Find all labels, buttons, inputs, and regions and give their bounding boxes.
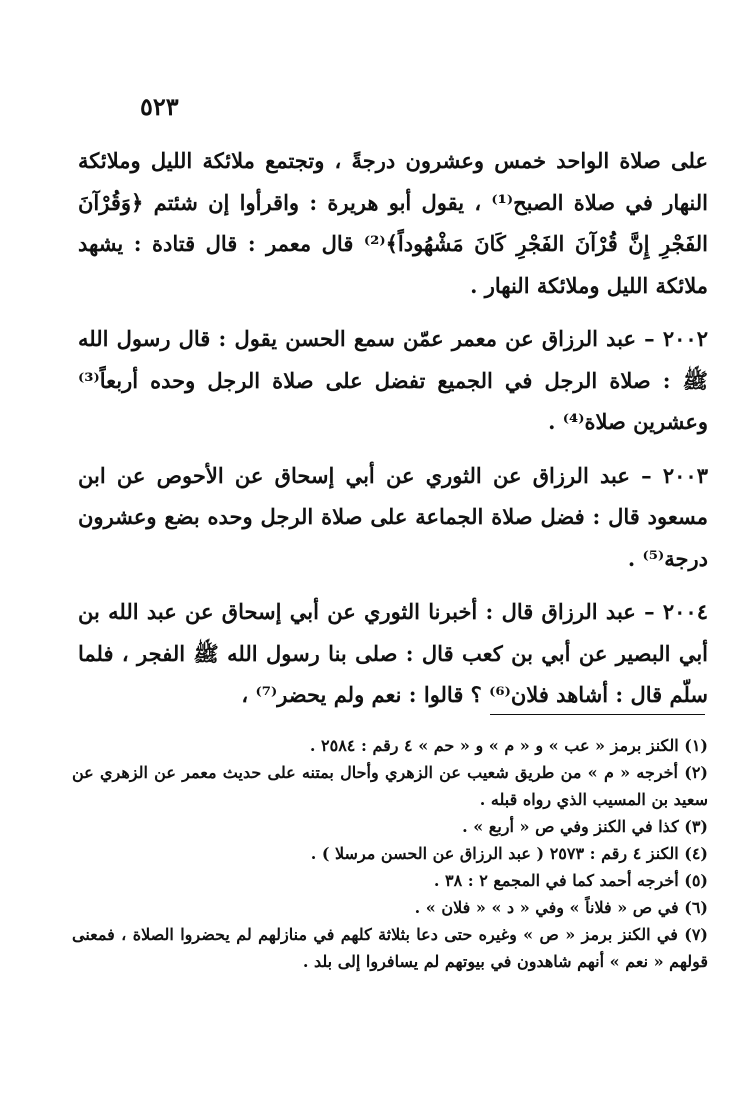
hadith-2003: ٢٠٠٣ – عبد الرزاق عن الثوري عن أبي إسحاق عن الأحوص عن ابن مسعود قال : فضل صلاة الجماعة على صلاة الرجل وحده بضع وعشرون درجة⁽⁵⁾ .	[78, 462, 708, 571]
footnote-3: (٣) كذا في الكنز وفي ص « أربع » .	[462, 817, 708, 836]
main-text	[78, 140, 708, 716]
footnote-divider	[490, 714, 705, 715]
footnote-2: (٢) أخرجه « م » من طريق شعيب عن الزهري وأحال بمتنه على حديث معمر عن الزهري عن سعيد بن المسيب الذي رواه قبله .	[72, 763, 708, 809]
paragraph-intro: على صلاة الواحد خمس وعشرون درجةً ، وتجتمع ملائكة الليل وملائكة النهار في صلاة الصبح⁽¹⁾ ، يقول أبو هريرة : واقرأوا إن شئتم ﴿وَقُرْآنَ الفَجْرِ إِنَّ قُرْآنَ الفَجْرِ كَانَ مَشْهُوداً﴾⁽²⁾ قال معمر : قال قتادة : يشهد ملائكة الليل وملائكة النهار .	[78, 148, 709, 298]
footnote-6: (٦) في ص « فلاناً » وفي « د » « فلان » .	[414, 898, 708, 917]
footnote-4: (٤) الكنز ٤ رقم : ٢٥٧٣ ( عبد الرزاق عن الحسن مرسلا ) .	[310, 844, 708, 863]
footnotes	[72, 732, 708, 975]
footnote-5: (٥) أخرجه أحمد كما في المجمع ٢ : ٣٨ .	[433, 871, 708, 890]
hadith-2002: ٢٠٠٢ – عبد الرزاق عن معمر عمّن سمع الحسن يقول : قال رسول الله ﷺ : صلاة الرجل في الجميع تفضل على صلاة الرجل وحده أربعاً⁽³⁾ وعشرين صلاة⁽⁴⁾ .	[78, 326, 708, 434]
footnote-1: (١) الكنز برمز « عب » و « م » و « حم » ٤ رقم : ٢٥٨٤ .	[309, 736, 708, 755]
footnote-7: (٧) في الكنز برمز « ص » وغيره حتى دعا بثلاثة كلهم في منازلهم لم يحضروا الصلاة ، فمعنى قولهم « نعم » أنهم شاهدون في بيوتهم لم يسافروا إلى بلد .	[72, 925, 708, 971]
hadith-2004: ٢٠٠٤ – عبد الرزاق قال : أخبرنا الثوري عن أبي إسحاق عن عبد الله بن أبي البصير عن أبي بن كعب قال : صلى بنا رسول الله ﷺ الفجر ، فلما سلّم قال : أشاهد فلان⁽⁶⁾ ؟ قالوا : نعم ولم يحضر⁽⁷⁾ ،	[78, 599, 708, 707]
page-number: ٥٢٣	[140, 92, 179, 121]
